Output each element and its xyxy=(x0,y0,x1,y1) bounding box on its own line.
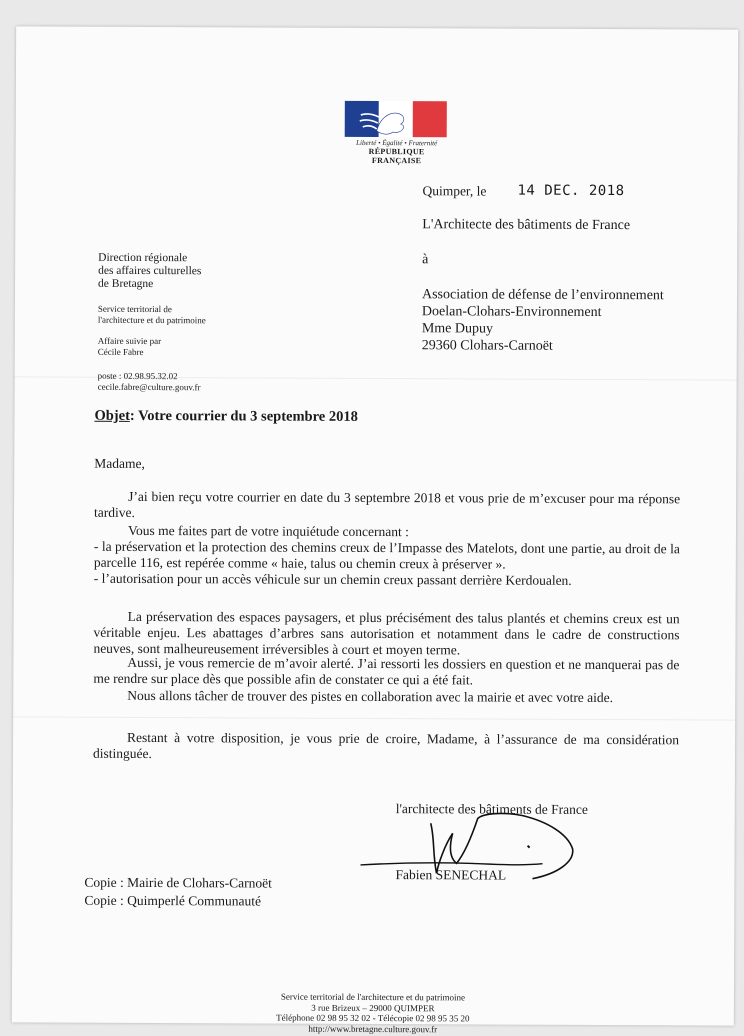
service-line: Service territorial de xyxy=(97,303,172,315)
paragraph-3: La préservation des espaces paysagers, et plus précisément des talus plantés et chemins creux est un véritable enjeu. Les abattages d’arbres sans autorisation et notamment dans le cadre de constructions neuves, sont malheureusement irréversibles à court et moyen terme. xyxy=(93,608,680,658)
subject-label: Objet xyxy=(94,407,130,424)
affaire-line: Affaire suivie par xyxy=(97,335,162,347)
salutation: Madame, xyxy=(94,455,145,471)
footer-address xyxy=(12,990,734,1035)
republic-motto: Liberté • Égalité • Fraternité xyxy=(356,138,438,148)
recipient-address xyxy=(422,286,664,355)
footer-link[interactable]: http://www.bretagne.culture.gouv.fr xyxy=(308,1023,438,1034)
affaire-line: Cécile Fabre xyxy=(97,346,144,357)
tricolor-flag xyxy=(345,101,447,137)
subject-text: : Votre courrier du 3 septembre 2018 xyxy=(129,407,358,425)
recipient-line: 29360 Clohars-Carnoët xyxy=(421,338,553,354)
sender-title: L'Architecte des bâtiments de France xyxy=(422,217,631,234)
republique-francaise-logo xyxy=(345,101,449,165)
copy-recipient: Copie : Quimperlé Communauté xyxy=(84,892,262,909)
affaire-block xyxy=(98,336,161,358)
contact-block xyxy=(98,371,201,393)
service-line: l'architecture et du patrimoine xyxy=(97,314,206,326)
republic-name: RÉPUBLIQUE FRANÇAISE xyxy=(368,146,425,166)
footer-line: Téléphone 02 98 95 32 02 - Télécopie 02 98 95 35 20 xyxy=(276,1012,470,1024)
footer-line: Service territorial de l'architecture et du patrimoine xyxy=(280,991,465,1003)
direction-line: de Bretagne xyxy=(98,277,154,291)
footer-line: 3 rue Brizeux – 29000 QUIMPER xyxy=(311,1002,435,1013)
fold-line xyxy=(13,716,735,720)
recipient-line: Mme Dupuy xyxy=(421,321,494,337)
direction-line: des affaires culturelles xyxy=(98,264,202,278)
copy-recipient: Copie : Mairie de Clohars-Carnoët xyxy=(84,874,272,891)
closing-paragraph: Restant à votre disposition, je vous prie de croire, Madame, à l’assurance de ma considération distinguée. xyxy=(92,729,680,762)
dateline-place: Quimper, le xyxy=(422,183,487,199)
paragraph-5: Nous allons tâcher de trouver des pistes en collaboration avec la mairie et avec votre aide. xyxy=(127,687,614,706)
letter-sheet xyxy=(12,26,738,1034)
paragraph-2-intro: Vous me faites part de votre inquiétude concernant : xyxy=(127,522,409,540)
direction-block xyxy=(98,252,201,291)
paragraph-2-item: - la préservation et la protection des chemins creux de l’Impasse des Matelots, dont une partie, au droit de la parcelle 116, est repérée comme « haie, talus ou chemin creux à préserver ». xyxy=(93,538,680,572)
to-word: à xyxy=(422,252,429,268)
marianne-profile-icon xyxy=(357,105,437,135)
signatory-name: Fabien SENECHAL xyxy=(395,867,507,883)
service-block xyxy=(98,304,206,326)
email-line: cecile.fabre@culture.gouv.fr xyxy=(97,381,201,393)
paragraph-2 xyxy=(94,523,680,590)
paragraph-1: J’ai bien reçu votre courrier en date du 3 septembre 2018 et vous prie de m’excuser pour ma réponse tardive. xyxy=(94,488,681,520)
recipient-line: Doelan-Clohars-Environnement xyxy=(421,304,602,320)
recipient-line: Association de défense de l’environnement xyxy=(421,287,664,304)
signature-title: l'architecte des bâtiments de France xyxy=(395,801,588,817)
phone-line: poste : 02.98.95.32.02 xyxy=(97,370,178,382)
subject-line xyxy=(94,408,357,426)
date-stamp: 14 DEC. 2018 xyxy=(517,182,625,200)
paragraph-2-item: - l’autorisation pour un accès véhicule sur un chemin creux passant derrière Kerdoualen. xyxy=(93,570,572,588)
direction-line: Direction régionale xyxy=(98,251,188,265)
paragraph-4: Aussi, je vous remercie de m’avoir alerté. J’ai ressorti les dossiers en question et ne manquerai pas de me rendre sur place dès que possible afin de constater ce qui a été fait. xyxy=(93,654,680,688)
